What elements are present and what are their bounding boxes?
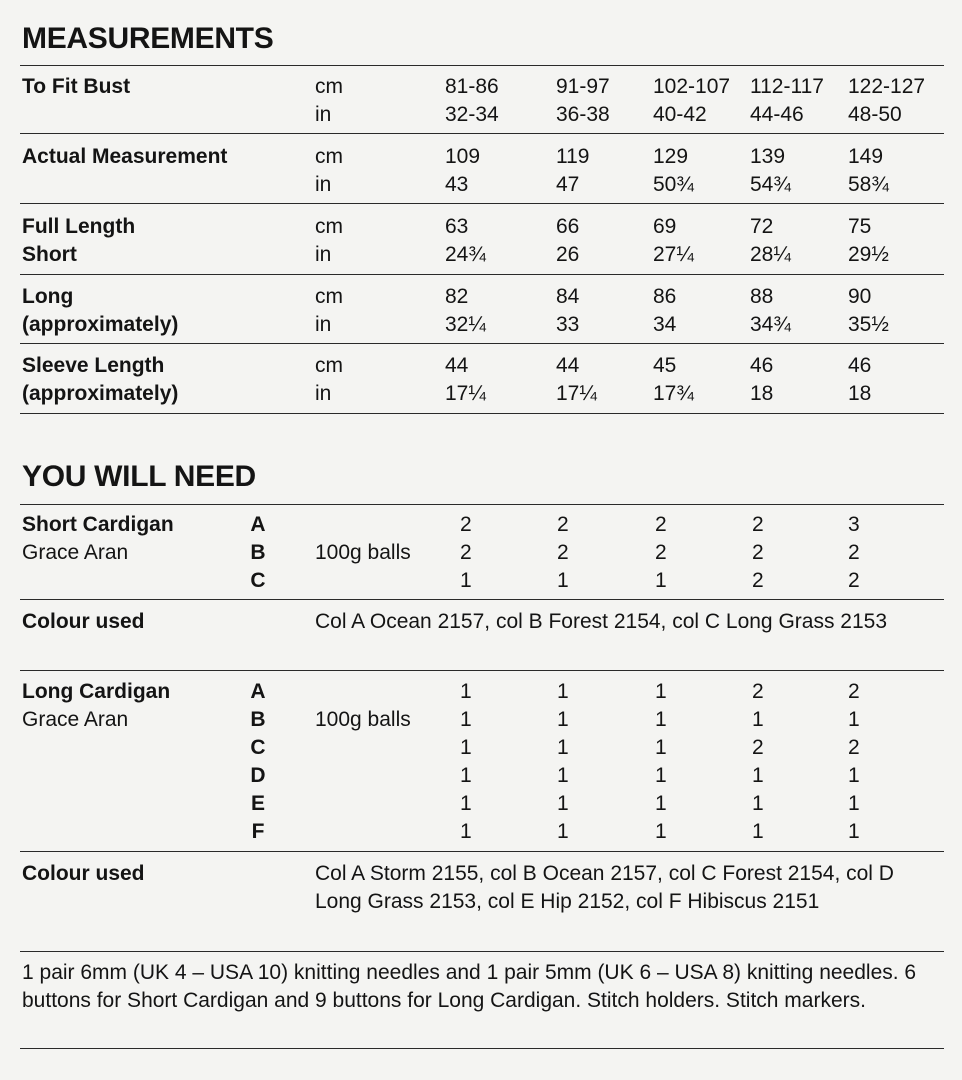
- value-cell: 33: [556, 313, 580, 336]
- unit-in: in: [315, 173, 332, 196]
- ball-count: 1: [460, 569, 472, 592]
- value-cell: 40-42: [653, 103, 707, 126]
- value-cell: 149: [848, 145, 884, 168]
- measurements-heading: MEASUREMENTS: [22, 22, 274, 55]
- unit-cm: cm: [315, 145, 343, 168]
- divider: [20, 133, 944, 134]
- value-cell: 75: [848, 215, 872, 238]
- ball-count: 1: [655, 764, 667, 787]
- ball-weight: 100g balls: [315, 541, 411, 564]
- yarn-name: Grace Aran: [22, 541, 129, 564]
- row-label: Long: [22, 285, 74, 308]
- value-cell: 54¾: [750, 173, 791, 196]
- value-cell: 122-127: [848, 75, 926, 98]
- ball-count: 2: [752, 513, 764, 536]
- unit-in: in: [315, 243, 332, 266]
- ball-count: 3: [848, 513, 860, 536]
- colour-letter: C: [250, 569, 266, 592]
- value-cell: 26: [556, 243, 580, 266]
- unit-cm: cm: [315, 75, 343, 98]
- long-cardigan-title: Long Cardigan: [22, 680, 171, 703]
- value-cell: 34: [653, 313, 677, 336]
- value-cell: 139: [750, 145, 786, 168]
- divider: [20, 343, 944, 344]
- ball-count: 1: [752, 764, 764, 787]
- divider: [20, 203, 944, 204]
- colour-letter: D: [250, 764, 266, 787]
- long-colour-list: Col A Storm 2155, col B Ocean 2157, col C Forest 2154, col D Long Grass 2153, col E Hip 2152, col F Hibiscus 2151: [315, 862, 894, 913]
- ball-count: 2: [460, 541, 472, 564]
- ball-count: 1: [752, 708, 764, 731]
- unit-cm: cm: [315, 285, 343, 308]
- ball-count: 1: [848, 708, 860, 731]
- ball-count: 1: [655, 569, 667, 592]
- value-cell: 44-46: [750, 103, 804, 126]
- ball-count: 1: [557, 736, 569, 759]
- ball-count: 2: [752, 569, 764, 592]
- ball-count: 1: [460, 792, 472, 815]
- unit-cm: cm: [315, 354, 343, 377]
- divider: [20, 599, 944, 600]
- ball-count: 2: [655, 541, 667, 564]
- value-cell: 90: [848, 285, 872, 308]
- value-cell: 50¾: [653, 173, 694, 196]
- ball-count: 1: [460, 680, 472, 703]
- ball-count: 1: [848, 764, 860, 787]
- value-cell: 129: [653, 145, 689, 168]
- divider: [20, 670, 944, 671]
- ball-weight: 100g balls: [315, 708, 411, 731]
- colour-used-label: Colour used: [22, 862, 145, 885]
- divider: [20, 413, 944, 414]
- unit-in: in: [315, 313, 332, 336]
- row-label: Sleeve Length: [22, 354, 165, 377]
- ball-count: 1: [655, 736, 667, 759]
- ball-count: 1: [655, 792, 667, 815]
- ball-count: 2: [848, 680, 860, 703]
- measurement-row-bust: [0, 73, 962, 129]
- ball-count: 2: [460, 513, 472, 536]
- ball-count: 1: [655, 708, 667, 731]
- value-cell: 86: [653, 285, 677, 308]
- value-cell: 47: [556, 173, 580, 196]
- value-cell: 18: [750, 382, 774, 405]
- long-cardigan-block: [0, 678, 962, 846]
- ball-count: 1: [557, 680, 569, 703]
- ball-count: 1: [557, 764, 569, 787]
- colour-letter: A: [250, 680, 266, 703]
- row-label: To Fit Bust: [22, 75, 131, 98]
- ball-count: 1: [655, 680, 667, 703]
- colour-letter: B: [250, 708, 266, 731]
- ball-count: 2: [752, 736, 764, 759]
- value-cell: 28¼: [750, 243, 791, 266]
- value-cell: 27¼: [653, 243, 694, 266]
- value-cell: 17¾: [653, 382, 694, 405]
- unit-in: in: [315, 382, 332, 405]
- value-cell: 18: [848, 382, 872, 405]
- ball-count: 1: [848, 792, 860, 815]
- value-cell: 102-107: [653, 75, 731, 98]
- value-cell: 81-86: [445, 75, 499, 98]
- value-cell: 32-34: [445, 103, 499, 126]
- ball-count: 2: [848, 569, 860, 592]
- value-cell: 109: [445, 145, 481, 168]
- value-cell: 46: [750, 354, 774, 377]
- ball-count: 1: [557, 792, 569, 815]
- divider: [20, 274, 944, 275]
- colour-letter: B: [250, 541, 266, 564]
- unit-cm: cm: [315, 215, 343, 238]
- divider: [20, 851, 944, 852]
- measurement-row-full-length: [0, 213, 962, 269]
- divider: [20, 951, 944, 952]
- ball-count: 1: [557, 708, 569, 731]
- value-cell: 119: [556, 145, 590, 168]
- ball-count: 2: [752, 680, 764, 703]
- you-will-need-heading: YOU WILL NEED: [22, 460, 256, 493]
- ball-count: 2: [752, 541, 764, 564]
- ball-count: 1: [655, 820, 667, 843]
- row-label-2: (approximately): [22, 382, 179, 405]
- measurement-row-long: [0, 283, 962, 339]
- colour-used-label: Colour used: [22, 610, 145, 633]
- value-cell: 112-117: [750, 75, 824, 98]
- ball-count: 1: [460, 736, 472, 759]
- row-label-2: Short: [22, 243, 77, 266]
- ball-count: 1: [557, 569, 569, 592]
- value-cell: 24¾: [445, 243, 486, 266]
- value-cell: 84: [556, 285, 580, 308]
- value-cell: 17¼: [445, 382, 486, 405]
- short-cardigan-block: [0, 511, 962, 595]
- needles-and-notions: 1 pair 6mm (UK 4 – USA 10) knitting needles and 1 pair 5mm (UK 6 – USA 8) knitting needles. 6 buttons for Short Cardigan and 9 buttons for Long Cardigan. Stitch holders. Stitch markers.: [22, 961, 917, 1012]
- value-cell: 48-50: [848, 103, 902, 126]
- ball-count: 2: [557, 541, 569, 564]
- measurement-row-sleeve: [0, 352, 962, 408]
- colour-letter: C: [250, 736, 266, 759]
- value-cell: 63: [445, 215, 469, 238]
- colour-letter: F: [251, 820, 265, 843]
- value-cell: 32¼: [445, 313, 486, 336]
- ball-count: 1: [848, 820, 860, 843]
- divider: [20, 504, 944, 505]
- ball-count: 2: [848, 541, 860, 564]
- ball-count: 2: [557, 513, 569, 536]
- ball-count: 2: [655, 513, 667, 536]
- value-cell: 29½: [848, 243, 889, 266]
- ball-count: 1: [460, 708, 472, 731]
- ball-count: 1: [752, 792, 764, 815]
- colour-letter: E: [250, 792, 265, 815]
- value-cell: 35½: [848, 313, 889, 336]
- row-label: Actual Measurement: [22, 145, 228, 168]
- value-cell: 46: [848, 354, 872, 377]
- value-cell: 45: [653, 354, 677, 377]
- colour-letter: A: [250, 513, 266, 536]
- value-cell: 34¾: [750, 313, 791, 336]
- value-cell: 44: [445, 354, 469, 377]
- value-cell: 44: [556, 354, 580, 377]
- ball-count: 1: [752, 820, 764, 843]
- unit-in: in: [315, 103, 332, 126]
- row-label: Full Length: [22, 215, 136, 238]
- measurement-row-actual: [0, 143, 962, 199]
- divider: [20, 1048, 944, 1049]
- value-cell: 69: [653, 215, 677, 238]
- ball-count: 1: [460, 764, 472, 787]
- ball-count: 2: [848, 736, 860, 759]
- ball-count: 1: [460, 820, 472, 843]
- row-label-2: (approximately): [22, 313, 179, 336]
- short-cardigan-title: Short Cardigan: [22, 513, 174, 536]
- value-cell: 82: [445, 285, 469, 308]
- value-cell: 17¼: [556, 382, 597, 405]
- ball-count: 1: [557, 820, 569, 843]
- divider: [20, 65, 944, 66]
- value-cell: 43: [445, 173, 469, 196]
- value-cell: 36-38: [556, 103, 610, 126]
- value-cell: 88: [750, 285, 774, 308]
- yarn-name: Grace Aran: [22, 708, 129, 731]
- short-colour-list: Col A Ocean 2157, col B Forest 2154, col C Long Grass 2153: [315, 610, 888, 633]
- value-cell: 66: [556, 215, 580, 238]
- value-cell: 72: [750, 215, 774, 238]
- value-cell: 58¾: [848, 173, 889, 196]
- value-cell: 91-97: [556, 75, 610, 98]
